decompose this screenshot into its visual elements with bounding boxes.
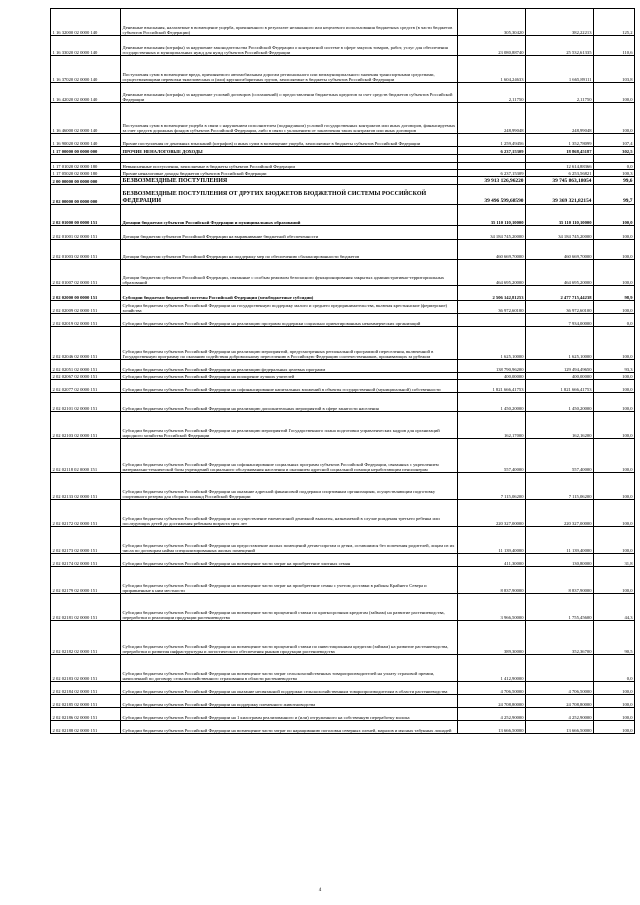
description-cell: Субсидии бюджетам субъектов Российской Федерации на 1 килограмм реализованного и (или) отгруженного на собственную переработку молока — [121, 708, 458, 721]
description-cell: Субсидии бюджетам субъектов Российской Федерации на реализацию программ поддержки социально ориентированных некоммерческих организаций — [121, 314, 458, 327]
table-row — [51, 439, 635, 473]
budget-code-cell: 1 17 05020 02 0000 180 — [51, 170, 121, 177]
description-cell: Субсидии бюджетам субъектов Российской Федерации на возмещение части процентной ставки по краткосрочным кредитам (займам) на развитие растениеводства, переработки и реализации продукции растениеводства — [121, 594, 458, 621]
actual-amount-cell: 1 755,45600 — [526, 594, 594, 621]
actual-amount-cell: 557,40000 — [526, 439, 594, 473]
table-row — [51, 163, 635, 170]
budget-code-cell: 2 02 02067 02 0000 151 — [51, 373, 121, 380]
actual-amount-cell: 460 669,70000 — [526, 240, 594, 260]
budget-code-cell: 2 02 02184 02 0000 151 — [51, 682, 121, 695]
description-cell — [121, 155, 458, 163]
execution-percent-cell: 31,8 — [594, 554, 635, 567]
description-cell: Субсидии бюджетам субъектов Российской Федерации на возмещение части затрат по наращиванию поголовья северных оленей, маралов и мясных табунных лошадей — [121, 721, 458, 734]
description-cell: Субсидии бюджетам субъектов Российской Федерации на государственную поддержку малого и среднего предпринимательства, включая крестьянские (фермерские) хозяйства — [121, 301, 458, 314]
budget-code-cell: 2 02 02183 02 0000 151 — [51, 655, 121, 682]
execution-percent-cell: 98,9 — [594, 286, 635, 301]
budget-code-cell: 2 02 02182 02 0000 151 — [51, 621, 121, 655]
table-row — [51, 170, 635, 177]
budget-code-cell — [51, 155, 121, 163]
actual-amount-cell: 1 625,10000 — [526, 327, 594, 360]
execution-percent-cell: 100,0 — [594, 83, 635, 103]
table-row — [51, 301, 635, 314]
actual-amount-cell: 34 184 745,20000 — [526, 226, 594, 240]
execution-percent-cell: 100,0 — [594, 473, 635, 500]
table-row — [51, 500, 635, 527]
description-cell: Субсидии бюджетам субъектов Российской Федерации на реализацию федеральных целевых программ — [121, 360, 458, 373]
table-row — [51, 695, 635, 708]
budget-code-cell: 2 02 02133 02 0000 151 — [51, 473, 121, 500]
budget-code-cell: 2 02 02173 02 0000 151 — [51, 527, 121, 554]
budget-code-cell: 2 02 02188 02 0000 151 — [51, 721, 121, 734]
description-cell: Субсидии бюджетам субъектов Российской Федерации на возмещение части процентной ставки по инвестиционным кредитам (займам) на развитие растениеводства, переработки и развития инфраструктуры и логистического обеспечения рынков продукции растениеводства — [121, 621, 458, 655]
execution-percent-cell: 100,0 — [594, 412, 635, 439]
description-cell: БЕЗВОЗМЕЗДНЫЕ ПОСТУПЛЕНИЯ — [121, 177, 458, 185]
table-row — [51, 655, 635, 682]
execution-percent-cell: 0,0 — [594, 163, 635, 170]
actual-amount-cell: 129 494,49650 — [526, 360, 594, 373]
table-row — [51, 134, 635, 147]
table-row — [51, 682, 635, 695]
planned-amount-cell: 305,30420 — [458, 9, 526, 36]
budget-code-cell: 1 16 46000 02 0000 140 — [51, 103, 121, 134]
actual-amount-cell: 2,11750 — [526, 83, 594, 103]
planned-amount-cell: 220 327,00000 — [458, 500, 526, 527]
table-row — [51, 314, 635, 327]
description-cell: Субсидии бюджетам субъектов Российской Федерации на поощрение лучших учителей — [121, 373, 458, 380]
description-cell: Невыясненные поступления, зачисляемые в бюджеты субъектов Российской Федерации — [121, 163, 458, 170]
table-row — [51, 412, 635, 439]
budget-code-cell: 2 02 02009 02 0000 151 — [51, 301, 121, 314]
description-cell: Субсидии бюджетам бюджетной системы Российской Федерации (межбюджетные субсидии) — [121, 286, 458, 301]
description-cell: Дотации бюджетам субъектов Российской Федерации, связанные с особым режимом безопасного функционирования закрытых административно-территориальных образований — [121, 260, 458, 286]
planned-amount-cell: 400,00000 — [458, 373, 526, 380]
actual-amount-cell: 11 139,40000 — [526, 527, 594, 554]
table-row — [51, 594, 635, 621]
execution-percent-cell: 100,0 — [594, 240, 635, 260]
planned-amount-cell: 4 706,50000 — [458, 682, 526, 695]
planned-amount-cell: 24 708,80000 — [458, 695, 526, 708]
execution-percent-cell: 103,8 — [594, 56, 635, 83]
actual-amount-cell: 1 665,89111 — [526, 56, 594, 83]
actual-amount-cell: 400,00000 — [526, 373, 594, 380]
planned-amount-cell: 389,30000 — [458, 621, 526, 655]
planned-amount-cell: 1 604,24633 — [458, 56, 526, 83]
budget-code-cell: 2 00 00000 00 0000 000 — [51, 177, 121, 185]
description-cell: Субсидии бюджетам субъектов Российской Федерации на оказание несвязанной поддержки сельскохозяйственным товаропроизводителям в области растениеводства — [121, 682, 458, 695]
planned-amount-cell: 1 450,20000 — [458, 393, 526, 412]
planned-amount-cell: 2 506 142,81253 — [458, 286, 526, 301]
table-row — [51, 373, 635, 380]
planned-amount-cell — [458, 163, 526, 170]
budget-code-cell: 2 02 02077 02 0000 151 — [51, 380, 121, 393]
execution-percent-cell: 100,0 — [594, 439, 635, 473]
table-row — [51, 260, 635, 286]
actual-amount-cell: 8 837,90000 — [526, 567, 594, 594]
planned-amount-cell: 464 695,20000 — [458, 260, 526, 286]
description-cell: ПРОЧИЕ НЕНАЛОГОВЫЕ ДОХОДЫ — [121, 147, 458, 155]
actual-amount-cell: 248,99048 — [526, 103, 594, 134]
planned-amount-cell: 13 666,50000 — [458, 721, 526, 734]
table-row — [51, 554, 635, 567]
description-cell: Поступления сумм в возмещение вреда, причиняемого автомобильным дорогам регионального или межмуниципального значения транспортными средствами, осуществляющими перевозки тяжеловесных и (или) крупногабаритных грузов, зачисляемые в бюджеты субъектов Российской Федерации — [121, 56, 458, 83]
description-cell: Денежные взыскания (штрафы) за нарушение условий договоров (соглашений) о предоставлении бюджетных кредитов за счет средств бюджетов субъектов Российской Федерации — [121, 83, 458, 103]
budget-code-cell: 2 02 02172 02 0000 151 — [51, 500, 121, 527]
execution-percent-cell: 100,0 — [594, 327, 635, 360]
execution-percent-cell: 100,0 — [594, 226, 635, 240]
description-cell: Дотации бюджетам субъектов Российской Федерации на поддержку мер по обеспечению сбалансированности бюджетов — [121, 240, 458, 260]
budget-code-cell: 2 02 02174 02 0000 151 — [51, 554, 121, 567]
budget-code-cell: 2 02 01001 02 0000 151 — [51, 226, 121, 240]
actual-amount-cell: 4 706,50000 — [526, 682, 594, 695]
table-row — [51, 177, 635, 185]
table-row — [51, 327, 635, 360]
planned-amount-cell: 460 669,70000 — [458, 240, 526, 260]
execution-percent-cell: 302,5 — [594, 147, 635, 155]
planned-amount-cell: 8 837,90000 — [458, 567, 526, 594]
table-row — [51, 286, 635, 301]
actual-amount-cell: 12 614,88366 — [526, 163, 594, 170]
planned-amount-cell: 36 972,60100 — [458, 301, 526, 314]
table-row — [51, 147, 635, 155]
table-row — [51, 83, 635, 103]
execution-percent-cell: 110,6 — [594, 36, 635, 56]
budget-code-cell: 1 16 32000 02 0000 140 — [51, 9, 121, 36]
planned-amount-cell: 1 259,49456 — [458, 134, 526, 147]
execution-percent-cell: 0,0 — [594, 314, 635, 327]
description-cell: Субсидии бюджетам субъектов Российской Федерации на софинансирование социальных программ субъектов Российской Федерации, связанных с укреплением материально-технической базы учреждений социального обслуживания населения и оказанием адресной социальной помощи неработающим пенсионерам — [121, 439, 458, 473]
actual-amount-cell: 18 868,45187 — [526, 147, 594, 155]
description-cell: Денежные взыскания, налагаемые в возмещение ущерба, причиненного в результате незаконного или нецелевого использования бюджетных средств (в части бюджетов субъектов Российской Федерации) — [121, 9, 458, 36]
budget-code-cell: 2 02 02186 02 0000 151 — [51, 708, 121, 721]
description-cell: Субсидии бюджетам субъектов Российской Федерации на возмещение части затрат на приобретение элитных семян — [121, 554, 458, 567]
table-row — [51, 36, 635, 56]
execution-percent-cell: 100,0 — [594, 393, 635, 412]
table-row — [51, 393, 635, 412]
actual-amount-cell: 39 745 863,18054 — [526, 177, 594, 185]
budget-code-cell: 1 17 00000 00 0000 000 — [51, 147, 121, 155]
description-cell: БЕЗВОЗМЕЗДНЫЕ ПОСТУПЛЕНИЯ ОТ ДРУГИХ БЮДЖЕТОВ БЮДЖЕТНОЙ СИСТЕМЫ РОССИЙСКОЙ ФЕДЕРАЦИИ — [121, 185, 458, 205]
budget-code-cell: 2 02 01007 02 0000 151 — [51, 260, 121, 286]
budget-code-cell: 1 16 42020 02 0000 140 — [51, 83, 121, 103]
budget-code-cell: 2 02 02103 02 0000 151 — [51, 412, 121, 439]
budget-code-cell: 2 02 02051 02 0000 151 — [51, 360, 121, 373]
actual-amount-cell: 2 477 715,44238 — [526, 286, 594, 301]
planned-amount-cell: 411,30000 — [458, 554, 526, 567]
execution-percent-cell: 100,0 — [594, 380, 635, 393]
planned-amount-cell: 7 115,06200 — [458, 473, 526, 500]
planned-amount-cell: 11 139,40000 — [458, 527, 526, 554]
execution-percent-cell: 99,6 — [594, 177, 635, 185]
actual-amount-cell: 130,80000 — [526, 554, 594, 567]
description-cell: Субсидии бюджетам субъектов Российской Федерации на предоставление жилых помещений детям-сиротам и детям, оставшимся без попечения родителей, лицам из их числа по договорам найма специализированных жилых помещений — [121, 527, 458, 554]
actual-amount-cell — [526, 155, 594, 163]
planned-amount-cell: 6 237,15309 — [458, 170, 526, 177]
budget-code-cell: 2 02 02101 02 0000 151 — [51, 393, 121, 412]
actual-amount-cell: 4 252,90000 — [526, 708, 594, 721]
actual-amount-cell: 7 115,06200 — [526, 473, 594, 500]
execution-percent-cell: 0,0 — [594, 655, 635, 682]
description-cell: Денежные взыскания (штрафы) за нарушение законодательства Российской Федерации о контрактной системе в сфере закупок товаров, работ, услуг для обеспечения государственных и муниципальных нужд для нужд субъектов Российской Федерации — [121, 36, 458, 56]
actual-amount-cell: 39 369 321,82154 — [526, 185, 594, 205]
table-row — [51, 56, 635, 83]
budget-code-cell: 2 02 00000 00 0000 000 — [51, 185, 121, 205]
description-cell: Субсидии бюджетам субъектов Российской Федерации на реализацию мероприятий, предусмотренных региональной программой переселения, включенной в Государственную программу по оказанию содействия добровольному переселению в Российскую Федерацию соотечественников, проживающих за рубежом — [121, 327, 458, 360]
planned-amount-cell: 248,99048 — [458, 103, 526, 134]
description-cell: Субсидии бюджетам субъектов Российской Федерации на реализацию мероприятий Государственного плана подготовки управленческих кадров для организаций народного хозяйства Российской Федерации — [121, 412, 458, 439]
table-row — [51, 473, 635, 500]
description-cell: Поступления сумм в возмещение ущерба в связи с нарушением исполнителем (подрядчиком) условий государственных контрактов или иных договоров, финансируемых за счет средств дорожных фондов субъектов Российской Федерации, либо в связи с уклонением от заключения таких контрактов или иных договоров — [121, 103, 458, 134]
budget-code-cell: 2 02 02046 02 0000 151 — [51, 327, 121, 360]
table-row — [51, 380, 635, 393]
planned-amount-cell: 3 966,50000 — [458, 594, 526, 621]
budget-code-cell: 1 16 37020 02 0000 140 — [51, 56, 121, 83]
actual-amount-cell: 220 327,00000 — [526, 500, 594, 527]
description-cell: Субсидии бюджетам субъектов Российской Федерации на поддержку племенного животноводства — [121, 695, 458, 708]
execution-percent-cell: 100,0 — [594, 708, 635, 721]
actual-amount-cell: 36 972,60100 — [526, 301, 594, 314]
description-cell: Субсидии бюджетам субъектов Российской Федерации на оказание адресной финансовой поддержки спортивным организациям, осуществляющим подготовку спортивного резерва для сборных команд Российской Федерации — [121, 473, 458, 500]
execution-percent-cell: 100,0 — [594, 682, 635, 695]
actual-amount-cell: 1 821 666,41753 — [526, 380, 594, 393]
execution-percent-cell: 93,3 — [594, 360, 635, 373]
table-row — [51, 103, 635, 134]
actual-amount-cell: 382,22213 — [526, 9, 594, 36]
planned-amount-cell: 6 237,15309 — [458, 147, 526, 155]
actual-amount-cell: 352,36700 — [526, 621, 594, 655]
table-row — [51, 567, 635, 594]
execution-percent-cell: 100,0 — [594, 500, 635, 527]
budget-code-cell: 2 02 02185 02 0000 151 — [51, 695, 121, 708]
planned-amount-cell: 557,40000 — [458, 439, 526, 473]
actual-amount-cell: 24 708,80000 — [526, 695, 594, 708]
execution-percent-cell: 100,3 — [594, 170, 635, 177]
execution-percent-cell: 100,0 — [594, 567, 635, 594]
table-row — [51, 621, 635, 655]
description-cell: Субсидии бюджетам субъектов Российской Федерации на софинансирование капитальных вложений в объекты государственной (муниципальной) собственности — [121, 380, 458, 393]
page-number: 4 — [318, 888, 322, 893]
planned-amount-cell: 138 790,96200 — [458, 360, 526, 373]
execution-percent-cell: 107,4 — [594, 134, 635, 147]
planned-amount-cell: 1 412,90000 — [458, 655, 526, 682]
execution-percent-cell: 100,0 — [594, 301, 635, 314]
description-cell: Субсидии бюджетам субъектов Российской Федерации на возмещение части затрат сельскохозяйственных товаропроизводителей на уплату страховой премии, начисленной по договору сельскохозяйственного страхования в области растениеводства — [121, 655, 458, 682]
table-row — [51, 708, 635, 721]
budget-code-cell: 1 16 90020 02 0000 140 — [51, 134, 121, 147]
planned-amount-cell: 1 821 666,41753 — [458, 380, 526, 393]
table-body — [51, 9, 635, 734]
execution-percent-cell: 44,3 — [594, 594, 635, 621]
planned-amount-cell: 39 496 599,68590 — [458, 185, 526, 205]
description-cell: Субсидии бюджетам субъектов Российской Федерации на осуществление ежемесячной денежной выплаты, назначаемой в случае рождения третьего ребенка или последующих детей до достижения ребенком возраста трех лет — [121, 500, 458, 527]
budget-code-cell: 2 02 02118 02 0000 151 — [51, 439, 121, 473]
planned-amount-cell — [458, 155, 526, 163]
execution-percent-cell: 100,0 — [594, 527, 635, 554]
execution-percent-cell — [594, 155, 635, 163]
actual-amount-cell: 13 666,50000 — [526, 721, 594, 734]
description-cell: Субсидии бюджетам субъектов Российской Федерации на возмещение части затрат на приобретение семян с учетом доставки в районы Крайнего Севера и приравненные к ним местности — [121, 567, 458, 594]
actual-amount-cell — [526, 655, 594, 682]
execution-percent-cell: 125,2 — [594, 9, 635, 36]
budget-code-cell: 2 02 02000 00 0000 151 — [51, 286, 121, 301]
budget-code-cell: 2 02 02019 02 0000 151 — [51, 314, 121, 327]
table-row — [51, 226, 635, 240]
table-row — [51, 155, 635, 163]
budget-code-cell: 2 02 01000 00 0000 151 — [51, 205, 121, 226]
budget-code-cell: 2 02 01003 02 0000 151 — [51, 240, 121, 260]
planned-amount-cell: 162,17000 — [458, 412, 526, 439]
planned-amount-cell: 1 625,10000 — [458, 327, 526, 360]
execution-percent-cell: 100,0 — [594, 260, 635, 286]
actual-amount-cell: 35 110 110,10000 — [526, 205, 594, 226]
table-row — [51, 721, 635, 734]
execution-percent-cell: 100,0 — [594, 373, 635, 380]
description-cell: Прочие поступления от денежных взысканий (штрафов) и иных сумм в возмещение ущерба, зачисляемые в бюджеты субъектов Российской Федерации — [121, 134, 458, 147]
planned-amount-cell — [458, 314, 526, 327]
actual-amount-cell: 464 695,20000 — [526, 260, 594, 286]
table-row — [51, 527, 635, 554]
planned-amount-cell: 39 913 126,96220 — [458, 177, 526, 185]
budget-code-cell: 1 17 01020 02 0000 180 — [51, 163, 121, 170]
budget-revenue-table — [50, 8, 635, 734]
planned-amount-cell: 23 080,88740 — [458, 36, 526, 56]
actual-amount-cell: 7 934,00000 — [526, 314, 594, 327]
table-row — [51, 185, 635, 205]
description-cell: Субсидии бюджетам субъектов Российской Федерации на реализацию дополнительных мероприятий в сфере занятости населения — [121, 393, 458, 412]
table-row — [51, 360, 635, 373]
table-row — [51, 9, 635, 36]
description-cell: Дотации бюджетам субъектов Российской Федерации и муниципальных образований — [121, 205, 458, 226]
description-cell: Прочие неналоговые доходы бюджетов субъектов Российской Федерации — [121, 170, 458, 177]
actual-amount-cell: 162,16200 — [526, 412, 594, 439]
table-row — [51, 205, 635, 226]
budget-code-cell: 2 02 02181 02 0000 151 — [51, 594, 121, 621]
execution-percent-cell: 100,0 — [594, 205, 635, 226]
execution-percent-cell: 100,0 — [594, 695, 635, 708]
budget-code-cell: 1 16 33020 02 0000 140 — [51, 36, 121, 56]
budget-code-cell: 2 02 02179 02 0000 151 — [51, 567, 121, 594]
execution-percent-cell: 100,0 — [594, 721, 635, 734]
actual-amount-cell: 1 450,20000 — [526, 393, 594, 412]
execution-percent-cell: 99,7 — [594, 185, 635, 205]
planned-amount-cell: 2,11750 — [458, 83, 526, 103]
table-row — [51, 240, 635, 260]
planned-amount-cell: 34 184 745,20000 — [458, 226, 526, 240]
actual-amount-cell: 6 253,56821 — [526, 170, 594, 177]
actual-amount-cell: 1 352,78099 — [526, 134, 594, 147]
description-cell: Дотации бюджетам субъектов Российской Федерации на выравнивание бюджетной обеспеченности — [121, 226, 458, 240]
actual-amount-cell: 25 532,61335 — [526, 36, 594, 56]
execution-percent-cell: 100,0 — [594, 103, 635, 134]
planned-amount-cell: 35 110 110,10000 — [458, 205, 526, 226]
planned-amount-cell: 4 252,90000 — [458, 708, 526, 721]
execution-percent-cell: 90,5 — [594, 621, 635, 655]
